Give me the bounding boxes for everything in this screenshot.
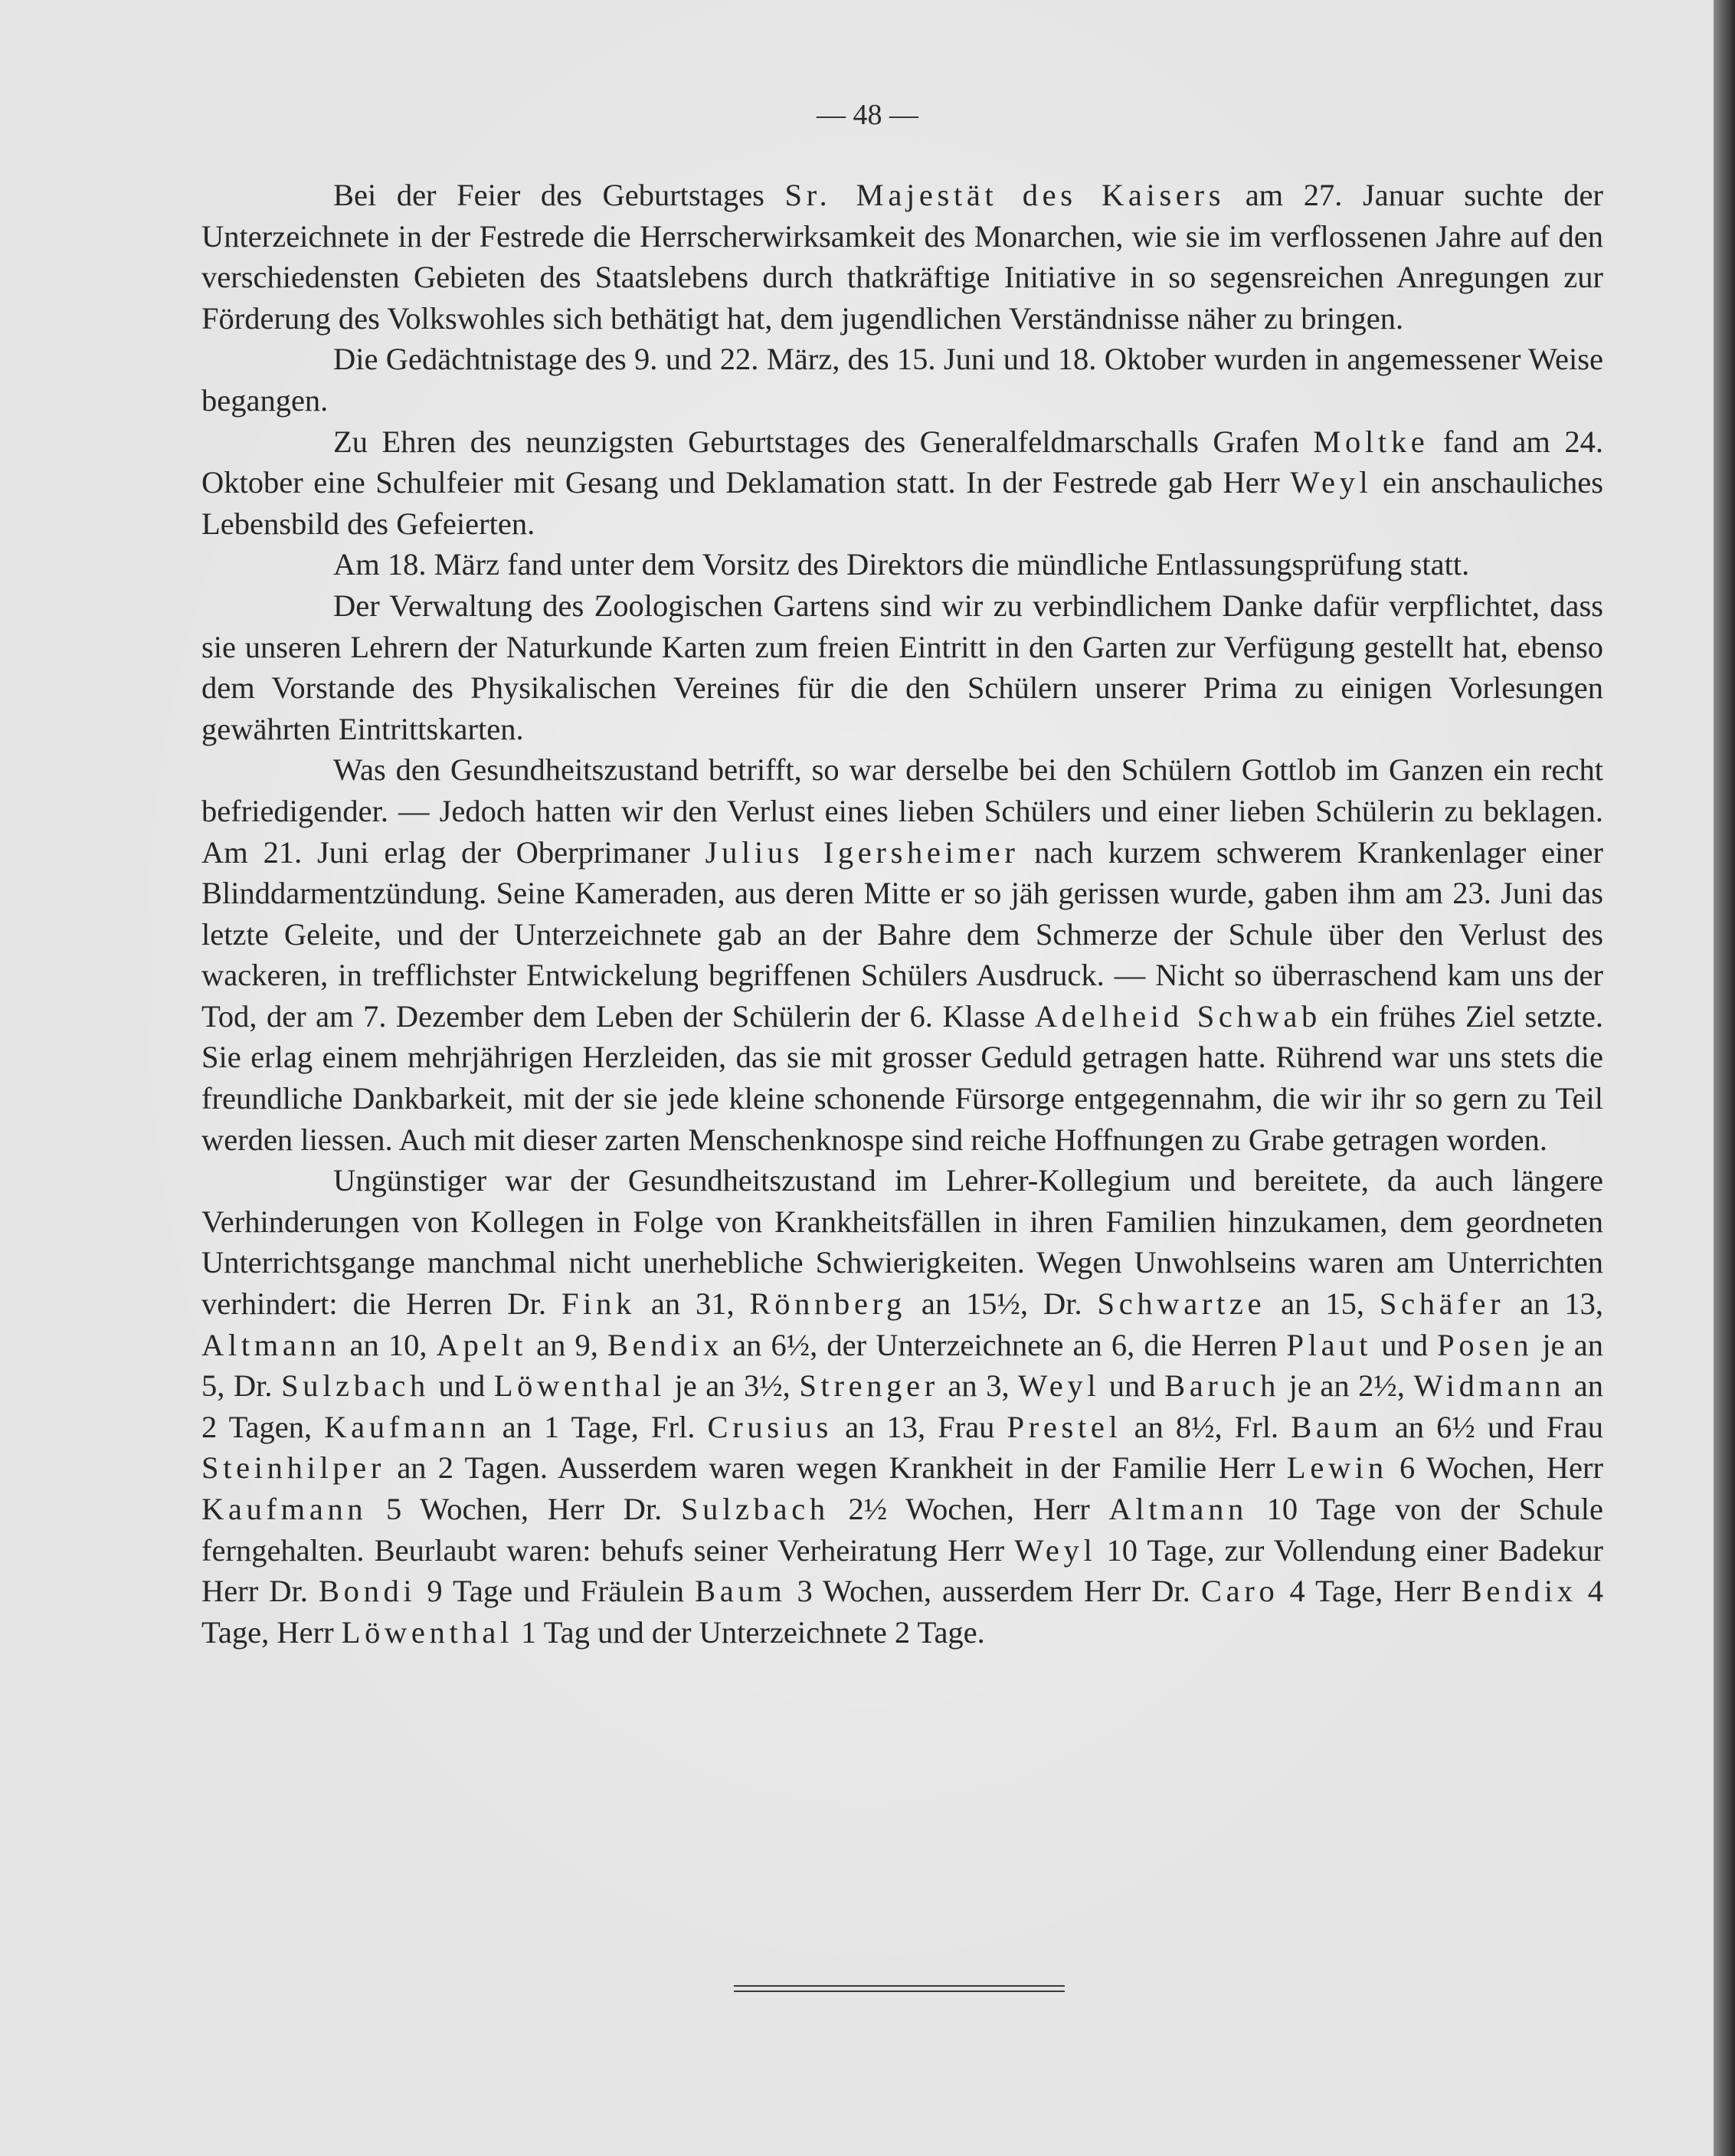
spaced-name: Posen: [1437, 1327, 1534, 1362]
text-run: 3 Wochen, ausserdem Herr Dr.: [786, 1574, 1201, 1609]
text-run: ein anschauliches Lebensbild des Gefeierten.: [201, 465, 1603, 541]
text-run: ein frühes Ziel setzte. Sie erlag einem mehrjährigen Herzleiden, das sie mit grosser Geduld getragen hatte. Rührend war uns stets die freundliche Dankbarkeit, mit der sie jede kleine schonende Fürsorge entgegennahm, die wir ihr so gern zu Teil werden liessen. Auch mit dieser zarten Menschenknospe sind reiche Hoffnungen zu Grabe getragen worden.: [201, 998, 1604, 1157]
spaced-name: Bendix: [1461, 1574, 1577, 1609]
spaced-name: Weyl: [1014, 1532, 1097, 1568]
text-run: an 6½ und Frau: [1382, 1409, 1603, 1444]
paragraph-memorial-days: [201, 339, 1603, 421]
spaced-name: Adelheid Schwab: [1034, 998, 1321, 1034]
spaced-name: Julius Igersheimer: [705, 834, 1020, 870]
paragraph-zoo: [201, 585, 1603, 749]
text-run: 4 Tage, Herr: [201, 1574, 1603, 1650]
spaced-name: Crusius: [707, 1409, 833, 1444]
text-run: fand am 24. Oktober eine Schulfeier mit Gesang und Deklamation statt. In der Festrede gab Herr: [201, 424, 1603, 500]
text-run: und: [429, 1368, 494, 1404]
text-run: je an 5, Dr.: [201, 1327, 1603, 1404]
text-run: an 9,: [527, 1327, 607, 1362]
text-run: Bei der Feier des Geburtstages: [333, 178, 785, 212]
text-run: Die Gedächtnistage des 9. und 22. März, des 15. Juni und 18. Oktober wurden in angemessener Weise begangen.: [201, 342, 1603, 418]
spaced-name: Schäfer: [1379, 1286, 1505, 1322]
text-run: je an 3½,: [665, 1368, 800, 1404]
spaced-name: Baum: [1291, 1409, 1383, 1444]
spaced-name: Rönnberg: [749, 1286, 906, 1322]
scan-edge-shadow: [1714, 0, 1735, 2156]
spaced-name: Sulzbach: [281, 1368, 430, 1404]
spaced-name: Prestel: [1007, 1409, 1122, 1444]
spaced-name: Sr. Majestät des Kaisers: [784, 178, 1226, 212]
text-run: an 10,: [340, 1327, 437, 1362]
text-run: Der Verwaltung des Zoologischen Gartens sind wir zu verbindlichem Danke dafür verpflichtet, dass sie unseren Lehrern der Naturkunde Karten zum freien Eintritt in den Garten zur Verfügung gestellt hat, ebenso dem Vorstande des Physikalischen Vereines für die den Schülern unserer Prima zu einigen Vorlesungen gewährten Eintrittskarten.: [201, 588, 1603, 746]
spaced-name: Bondi: [318, 1574, 417, 1609]
text-run: an 13, Frau: [832, 1409, 1007, 1444]
closing-double-rule: [734, 1985, 1065, 1992]
text-run: an 6½, der Unterzeichnete an 6, die Herren: [723, 1327, 1287, 1362]
text-run: 6 Wochen, Herr: [1387, 1450, 1603, 1486]
text-run: an 3,: [938, 1368, 1019, 1404]
text-run: Was den Gesundheitszustand betrifft, so war derselbe bei den Schülern Gottlob im Ganzen ein recht befriedigender. — Jedoch hatten wir den Verlust eines lieben Schülers und einer lieben Schülerin zu beklagen. Am 21. Juni erlag der Oberprimaner: [201, 752, 1603, 870]
spaced-name: Sulzbach: [680, 1492, 830, 1526]
text-run: Zu Ehren des neunzigsten Geburtstages des Generalfeldmarschalls Grafen: [333, 424, 1314, 459]
spaced-name: Moltke: [1313, 424, 1429, 459]
spaced-name: Altmann: [201, 1327, 341, 1362]
text-run: 1 Tag und der Unterzeichnete 2 Tage.: [512, 1614, 985, 1650]
page-number: — 48 —: [817, 99, 918, 131]
text-run: an 15,: [1265, 1286, 1380, 1322]
text-run: an 31,: [635, 1286, 750, 1322]
spaced-name: Schwartze: [1097, 1286, 1266, 1322]
text-run: an 13,: [1504, 1286, 1603, 1322]
text-run: an 15½, Dr.: [905, 1286, 1098, 1322]
spaced-name: Kaufmann: [324, 1409, 490, 1444]
text-run: 4 Tage, Herr: [1278, 1574, 1462, 1609]
text-run: und: [1372, 1327, 1438, 1362]
text-run: 5 Wochen, Herr Dr.: [367, 1492, 681, 1526]
text-run: an 2 Tagen,: [201, 1368, 1603, 1444]
spaced-name: Apelt: [436, 1327, 527, 1362]
spaced-name: Plaut: [1286, 1327, 1373, 1362]
spaced-name: Fink: [561, 1286, 636, 1322]
spaced-name: Steinhilper: [201, 1450, 386, 1486]
text-run: Ungünstiger war der Gesundheitszustand im Lehrer-Kollegium und bereitete, da auch längere Verhinderungen von Kollegen in Folge von Krankheitsfällen in ihren Familien hinzukamen, dem geordneten Unterrichtsgange manchmal nicht unerhebliche Schwierigkeiten. Wegen Unwohlseins waren am Unterrichten verhindert: die Herren Dr.: [201, 1163, 1603, 1322]
text-run: an 2 Tagen. Ausserdem waren wegen Krankheit in der Familie Herr: [385, 1450, 1287, 1486]
text-run: 9 Tage und Fräulein: [416, 1574, 696, 1609]
paragraph-exam: [201, 544, 1603, 585]
spaced-name: Kaufmann: [201, 1492, 368, 1526]
spaced-name: Weyl: [1290, 465, 1373, 500]
spaced-name: Löwenthal: [493, 1368, 666, 1404]
spaced-name: Lewin: [1286, 1450, 1388, 1486]
spaced-name: Altmann: [1108, 1492, 1248, 1526]
paragraph-moltke: [201, 421, 1603, 545]
text-run: am 27. Januar suchte der Unterzeichnete in der Festrede die Herrscherwirksamkeit des Monarchen, wie sie im verflossenen Jahre auf den verschiedensten Gebieten des Staatslebens durch thatkräftige Initiative in so segensreichen Anregungen zur Förderung des Volkswohles sich bethätigt hat, dem jugendlichen Verständnisse näher zu bringen.: [201, 178, 1603, 336]
text-run: 10 Tage, zur Vollendung einer Badekur Herr Dr.: [201, 1532, 1603, 1609]
spaced-name: Baruch: [1164, 1368, 1281, 1404]
text-run: Am 18. März fand unter dem Vorsitz des Direktors die mündliche Entlassungsprüfung statt.: [333, 547, 1470, 582]
spaced-name: Caro: [1201, 1574, 1279, 1609]
spaced-name: Baum: [695, 1574, 787, 1609]
text-run: an 1 Tage, Frl.: [489, 1409, 708, 1444]
spaced-name: Strenger: [799, 1368, 939, 1404]
text-run: nach kurzem schwerem Krankenlager einer Blinddarmentzündung. Seine Kameraden, aus deren Mitte er so jäh gerissen wurde, gaben ihm am 23. Juni das letzte Geleite, und der Unterzeichnete gab an der Bahre dem Schmerze der Schule über den Verlust des wackeren, in trefflichster Entwickelung begriffenen Schülers Ausdruck. — Nicht so überraschend kam uns der Tod, der am 7. Dezember dem Leben der Schülerin der 6. Klasse: [201, 834, 1604, 1034]
text-run: an 8½, Frl.: [1121, 1409, 1291, 1444]
text-run: 10 Tage von der Schule ferngehalten. Beurlaubt waren: behufs seiner Verheiratung Herr: [201, 1492, 1603, 1568]
text-run: je an 2½,: [1280, 1368, 1414, 1404]
text-run: 2½ Wochen, Herr: [829, 1492, 1109, 1526]
paragraph-health-teachers: [201, 1160, 1603, 1653]
spaced-name: Weyl: [1018, 1368, 1101, 1404]
spaced-name: Bendix: [607, 1327, 724, 1362]
spaced-name: Widmann: [1413, 1368, 1566, 1404]
paragraph-health-students: [201, 749, 1603, 1160]
body-text: [201, 175, 1603, 1653]
text-run: und: [1100, 1368, 1165, 1404]
spaced-name: Löwenthal: [341, 1614, 513, 1650]
paragraph-kaiser-birthday: [201, 175, 1603, 339]
